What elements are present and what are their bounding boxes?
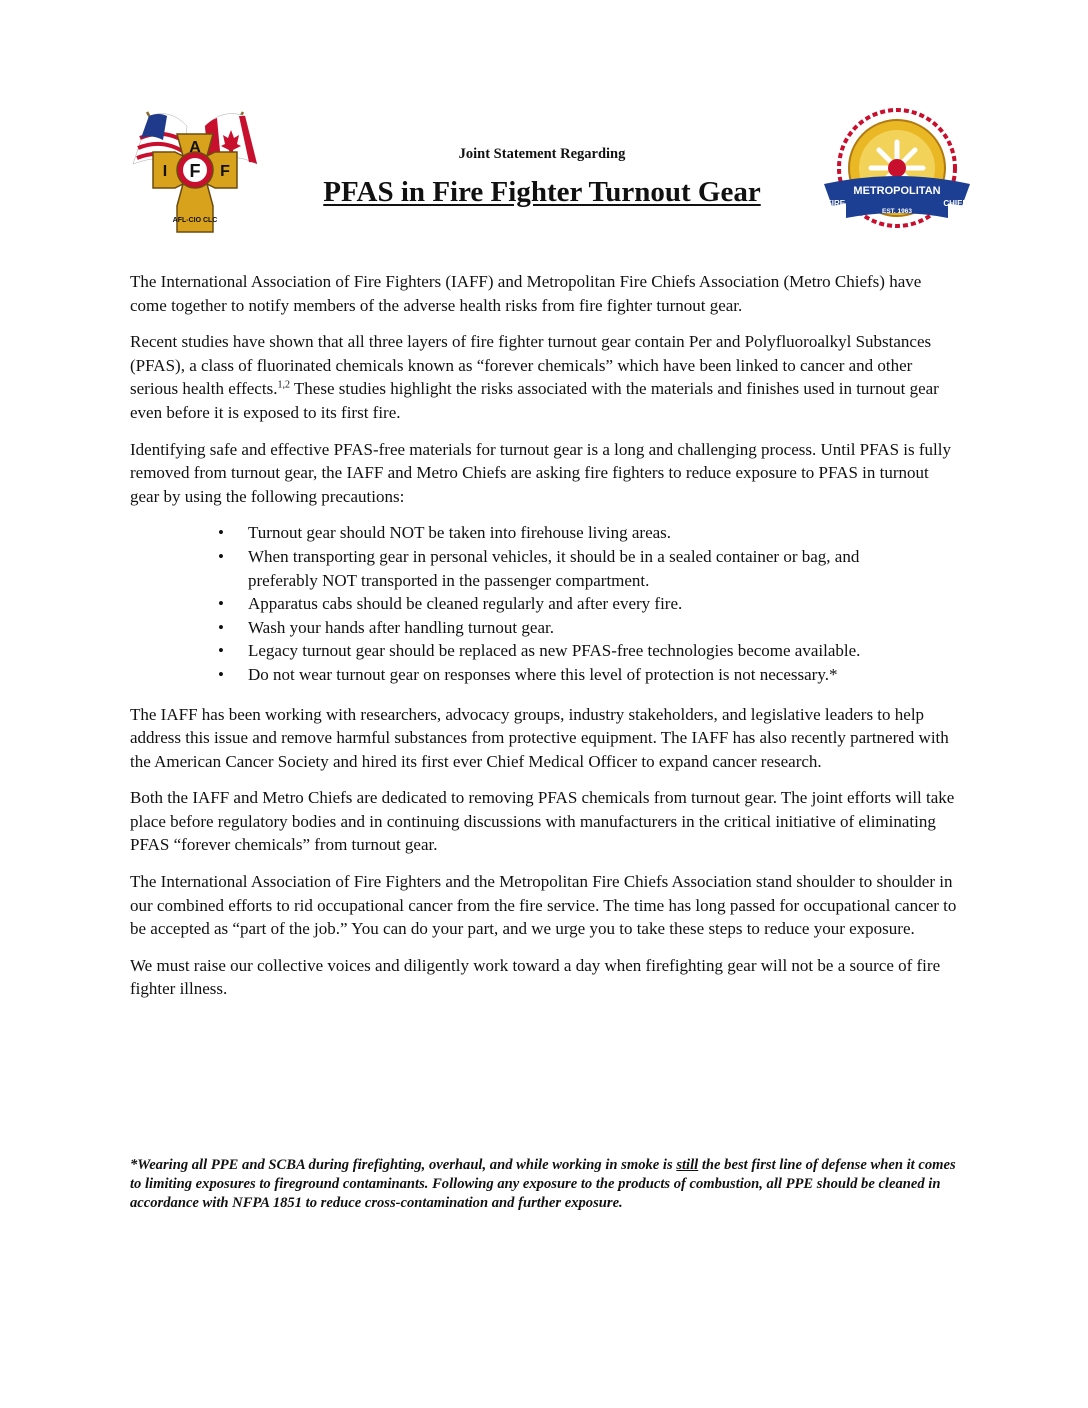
list-item-text: Turnout gear should NOT be taken into firehouse living areas. bbox=[248, 523, 672, 543]
list-item-text: Legacy turnout gear should be replaced as new PFAS-free technologies become available. bbox=[248, 641, 861, 661]
list-item-text: Apparatus cabs should be cleaned regularly and after every fire. bbox=[248, 594, 683, 614]
metro-chiefs-logo bbox=[816, 106, 978, 246]
list-item bbox=[130, 616, 888, 640]
paragraph-intro: The International Association of Fire Fighters (IAFF) and Metropolitan Fire Chiefs Association (Metro Chiefs) have come together to notify members of the adverse health risks from fire fighter turnout gear. bbox=[130, 272, 922, 315]
logo-metropolitan-label: METROPOLITAN bbox=[853, 185, 941, 197]
precautions-list bbox=[130, 521, 962, 686]
paragraph-precautions: Identifying safe and effective PFAS-free materials for turnout gear is a long and challenging process. Until PFAS is fully removed from turnout gear, the IAFF and Metro Chiefs are asking fire fighters to reduce exposure to PFAS in turnout gear by using the following precautions: bbox=[130, 439, 951, 506]
logo-est-label: EST. 1963 bbox=[882, 208, 912, 215]
logo-letter-f-right: F bbox=[220, 163, 230, 180]
iaff-logo bbox=[125, 104, 265, 244]
logo-letter-a: A bbox=[189, 139, 201, 156]
list-item-text: Wash your hands after handling turnout gear. bbox=[248, 617, 554, 637]
paragraph-joint-efforts: Both the IAFF and Metro Chiefs are dedicated to removing PFAS chemicals from turnout gear. The joint efforts will take place before regulatory bodies and in continuing discussions with manufacturers in the critical initiative of eliminating PFAS “forever chemicals” from turnout gear. bbox=[130, 788, 955, 855]
bullet-icon: • bbox=[218, 664, 224, 684]
list-item-text: When transporting gear in personal vehicles, it should be in a sealed container or bag, and preferably NOT transported in the passenger compartment. bbox=[248, 546, 860, 590]
logo-fire-label: FIRE bbox=[826, 199, 846, 208]
paragraph-iaff-work: The IAFF has been working with researchers, advocacy groups, industry stakeholders, and legislative leaders to help address this issue and remove harmful substances from protective equipment. The IAFF has also recently partnered with the American Cancer Society and hired its first ever Chief Medical Officer to expand cancer research. bbox=[130, 704, 949, 771]
bullet-icon: • bbox=[218, 594, 224, 614]
footnote-text-cont: the best first line of defense when it comes to limiting exposures to fireground contaminants. Following any exposure to the products of combustion, all PPE should be cleaned in accordance with NFPA 1851 to reduce cross-contamination and further exposure. bbox=[130, 1157, 956, 1211]
document-body bbox=[130, 270, 962, 1014]
bullet-icon: • bbox=[218, 523, 224, 543]
footnote-text: *Wearing all PPE and SCBA during firefighting, overhaul, and while working in smoke is bbox=[130, 1157, 677, 1173]
paragraph-shoulder: The International Association of Fire Fighters and the Metropolitan Fire Chiefs Association stand shoulder to shoulder in our combined efforts to rid occupational cancer from the fire service. The time has long passed for occupational cancer to be accepted as “part of the job.” You can do your part, and we urge you to take these steps to reduce your exposure. bbox=[130, 872, 957, 939]
footnote-reference: 1,2 bbox=[277, 379, 290, 391]
list-item bbox=[130, 663, 888, 687]
bullet-icon: • bbox=[218, 641, 224, 661]
list-item-text: Do not wear turnout gear on responses where this level of protection is not necessary.* bbox=[248, 664, 838, 684]
paragraph-studies bbox=[130, 330, 962, 424]
document-subtitle: Joint Statement Regarding bbox=[458, 146, 626, 162]
footnote-emphasis: still bbox=[676, 1157, 699, 1173]
list-item bbox=[130, 521, 888, 545]
bullet-icon: • bbox=[218, 617, 224, 637]
list-item bbox=[130, 545, 888, 592]
list-item bbox=[130, 639, 888, 663]
list-item bbox=[130, 592, 888, 616]
logo-letter-i: I bbox=[162, 163, 168, 180]
paragraph-studies-text-cont: These studies highlight the risks associated with the materials and finishes used in turnout gear even before it is exposed to its first fire. bbox=[130, 379, 939, 422]
paragraph-closing: We must raise our collective voices and diligently work toward a day when firefighting gear will not be a source of fire fighter illness. bbox=[130, 955, 941, 999]
logo-chiefs-label: CHIEFS bbox=[943, 199, 973, 208]
logo-letter-f-center: F bbox=[189, 161, 201, 181]
footnote bbox=[130, 1156, 960, 1213]
paragraph-studies-text: Recent studies have shown that all three layers of fire fighter turnout gear contain Per and Polyfluoroalkyl Substances (PFAS), a class of fluorinated chemicals known as “forever chemicals” which have been linked to cancer and other serious health effects. bbox=[130, 332, 932, 399]
bullet-icon: • bbox=[218, 546, 224, 566]
document-title: PFAS in Fire Fighter Turnout Gear bbox=[323, 176, 761, 208]
logo-afl-cio: AFL-CIO CLC bbox=[172, 217, 218, 224]
